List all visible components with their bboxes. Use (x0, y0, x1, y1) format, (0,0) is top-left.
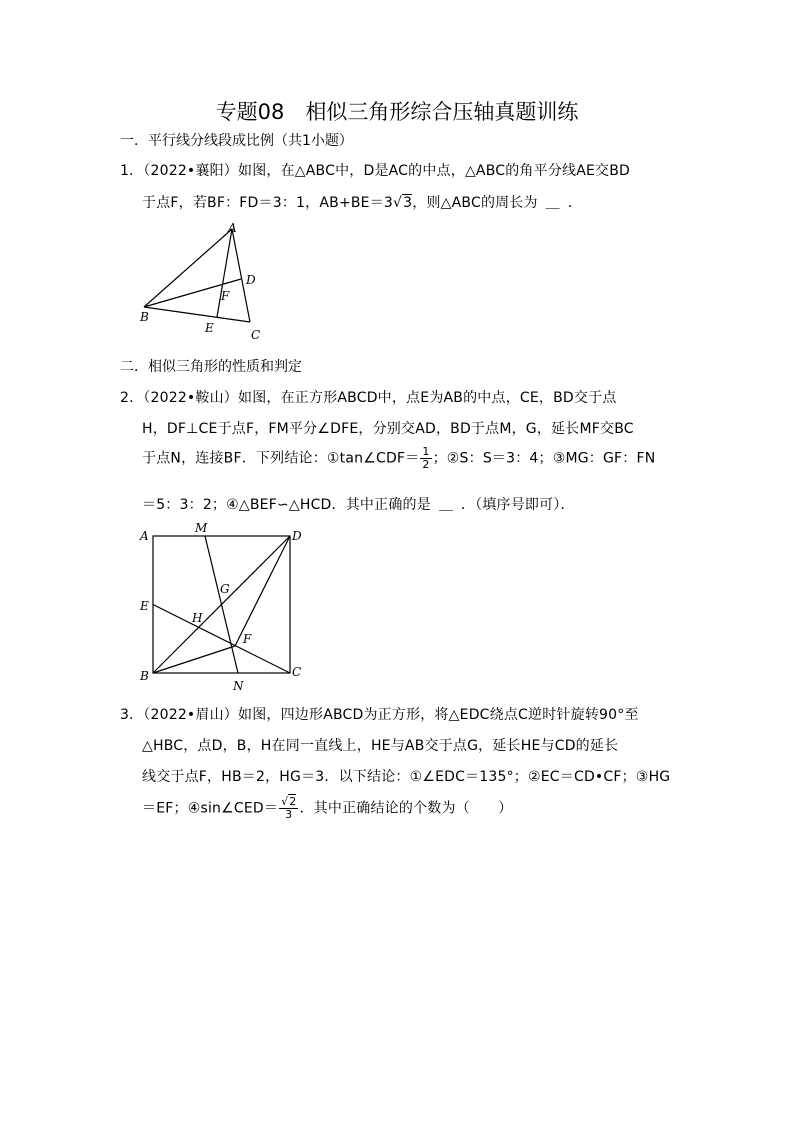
q2-line-3 (142, 446, 655, 471)
q3-line-4a: ＝EF；④sin∠CED＝ (142, 800, 279, 817)
label-a: A (228, 221, 237, 235)
q3-line-4b: ．其中正确结论的个数为（ ） (299, 800, 513, 817)
q1-line-1: 1．（2022•襄阳）如图，在△ABC中，D是AC的中点，△ABC的角平分线AE交BD (120, 163, 631, 179)
label-g: G (220, 582, 230, 596)
q2-fraction-numerator: 1 (422, 445, 430, 458)
label-a: A (140, 529, 149, 543)
segment-bf (153, 646, 235, 673)
section-heading-2: 二．相似三角形的性质和判定 (120, 359, 302, 375)
label-b: B (140, 669, 149, 683)
q1-line-2 (142, 192, 582, 212)
segment-mn (205, 536, 238, 673)
section-heading-1: 一．平行线分线段成比例（共1小题） (120, 133, 353, 149)
page-title: 专题08 相似三角形综合压轴真题训练 (215, 100, 579, 124)
q2-fraction (420, 446, 431, 471)
segment-ab (144, 229, 232, 307)
q3-fraction (279, 796, 298, 821)
q2-line-4 (142, 494, 575, 514)
q1-line-2a: 于点F，若BF：FD＝3：1，AB+BE＝3 (142, 195, 394, 211)
q2-line-3b: ；②S：S＝3：4；③MG：GF：FN (432, 450, 656, 467)
segment-ce (153, 605, 290, 674)
label-d: D (246, 273, 256, 287)
segment-bc (144, 307, 250, 322)
q3-fraction-denominator: 3 (285, 808, 293, 821)
q2-line-4a: ＝5：3：2；④△BEF∽△HCD．其中正确的是 (142, 497, 431, 513)
sqrt-symbol: √ (281, 795, 289, 808)
segment-df (235, 536, 290, 646)
q3-sqrt-radicand: 2 (289, 795, 297, 808)
q3-line-1: 3．（2022•眉山）如图，四边形ABCD为正方形，将△EDC绕点C逆时针旋转90°至 (120, 707, 639, 723)
q2-line-2: H，DF⊥CE于点F，FM平分∠DFE，分别交AD，BD于点M，G，延长MF交BC (142, 421, 634, 437)
q3-line-3: 线交于点F，HB＝2，HG＝3．以下结论：①∠EDC＝135°；②EC＝CD•CF；③HG (142, 769, 671, 785)
q2-fraction-denominator: 2 (422, 458, 430, 471)
label-e: E (140, 599, 149, 613)
label-c: C (292, 665, 302, 679)
q1-triangle-figure (130, 218, 270, 348)
q2-line-1: 2．（2022•鞍山）如图，在正方形ABCD中，点E为AB的中点，CE，BD交于点 (120, 390, 617, 406)
label-b: B (140, 310, 149, 324)
q1-sqrt-radicand: 3 (403, 195, 413, 211)
label-h: H (192, 611, 203, 625)
q2-line-4b: ．（填序号即可）． (460, 497, 575, 513)
q1-end: ． (567, 195, 582, 211)
q3-line-4 (142, 796, 512, 821)
sqrt-symbol: √ (393, 195, 403, 211)
label-d: D (292, 529, 302, 543)
label-f: F (221, 289, 230, 303)
q1-line-2b: ，则△ABC的周长为 (412, 195, 538, 211)
q2-line-3a: 于点N，连接BF．下列结论：①tan∠CDF＝ (142, 450, 420, 467)
label-e: E (205, 321, 214, 335)
label-c: C (251, 328, 261, 342)
q2-answer-blank: ＿ (438, 497, 454, 513)
label-m: M (195, 521, 208, 535)
label-n: N (233, 679, 244, 693)
q3-line-2: △HBC，点D，B，H在同一直线上，HE与AB交于点G，延长HE与CD的延长 (142, 738, 619, 754)
q1-answer-blank: ＿ (545, 195, 560, 211)
q2-square-figure (130, 518, 310, 696)
label-f: F (243, 632, 252, 646)
segment-ae (217, 229, 232, 317)
